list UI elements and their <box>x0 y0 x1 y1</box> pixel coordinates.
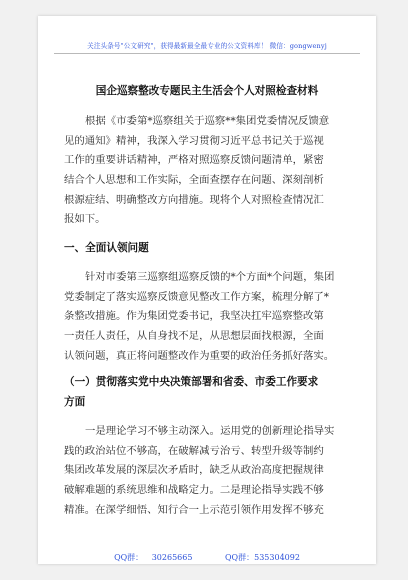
subsection-heading <box>64 372 352 412</box>
section1-line: 认领问题，真正将问题整改作为重要的政治任务抓好落实。 <box>64 349 335 362</box>
header-divider <box>54 53 360 54</box>
subsection-line: 一是理论学习不够主动深入。运用党的创新理论指导实 <box>85 425 335 437</box>
subsection-heading-line: 方面 <box>64 396 86 408</box>
intro-line: 见的通知》精神，我深入学习贯彻习近平总书记关于巡视 <box>64 134 324 147</box>
qq-group-1: QQ群： 30265665 <box>114 553 193 562</box>
intro-line: 工作的重要讲话精神，严格对照巡察反馈问题清单，紧密 <box>64 154 324 167</box>
page-header-promo: 关注头条号"公文研究"，获得最新最全最专业的公文资料库！ 微信：gongwenyj <box>87 42 327 50</box>
qq-group-2: QQ群：535304092 <box>225 553 300 562</box>
page-footer <box>38 552 376 563</box>
section1-line: 针对市委第三巡察组巡察反馈的*个方面*个问题，集团 <box>85 271 335 283</box>
document-title: 国企巡察整改专题民主生活会个人对照检查材料 <box>95 85 319 97</box>
section1-line: 条整改措施。作为集团党委书记，我坚决扛牢巡察整改第 <box>64 310 324 323</box>
subsection-heading-line: （一）贯彻落实党中央决策部署和省委、市委工作要求 <box>64 376 319 388</box>
subsection-paragraph <box>64 422 350 520</box>
subsection-line: 精准。在深学细悟、知行合一上示范引领作用发挥不够充 <box>64 503 324 516</box>
intro-line: 报如下。 <box>64 213 106 226</box>
subsection-line: 践的政治站位不够高，在破解减亏治亏、转型升级等制约 <box>64 444 324 457</box>
section1-paragraph <box>64 268 350 366</box>
intro-line: 根源症结、明确整改方向措施。现将个人对照检查情况汇 <box>64 193 324 206</box>
intro-line: 结合个人思想和工作实际，全面查摆存在问题、深刻剖析 <box>64 174 324 187</box>
intro-line: 根据《市委第*巡察组关于巡察**集团党委情况反馈意 <box>85 115 330 127</box>
subsection-line: 集团改革发展的深层次矛盾时，缺乏从政治高度把握规律 <box>64 464 324 477</box>
section-heading: 一、全面认领问题 <box>64 242 149 254</box>
section1-line: 党委制定了落实巡察反馈意见整改工作方案，梳理分解了* <box>64 290 329 303</box>
document-page <box>38 16 376 564</box>
subsection-line: 破解难题的系统思维和战略定力。二是理论指导实践不够 <box>64 484 324 497</box>
intro-paragraph <box>64 112 350 230</box>
section1-line: 一责任人责任，从自身找不足，从思想层面找根源，全面 <box>64 330 324 343</box>
